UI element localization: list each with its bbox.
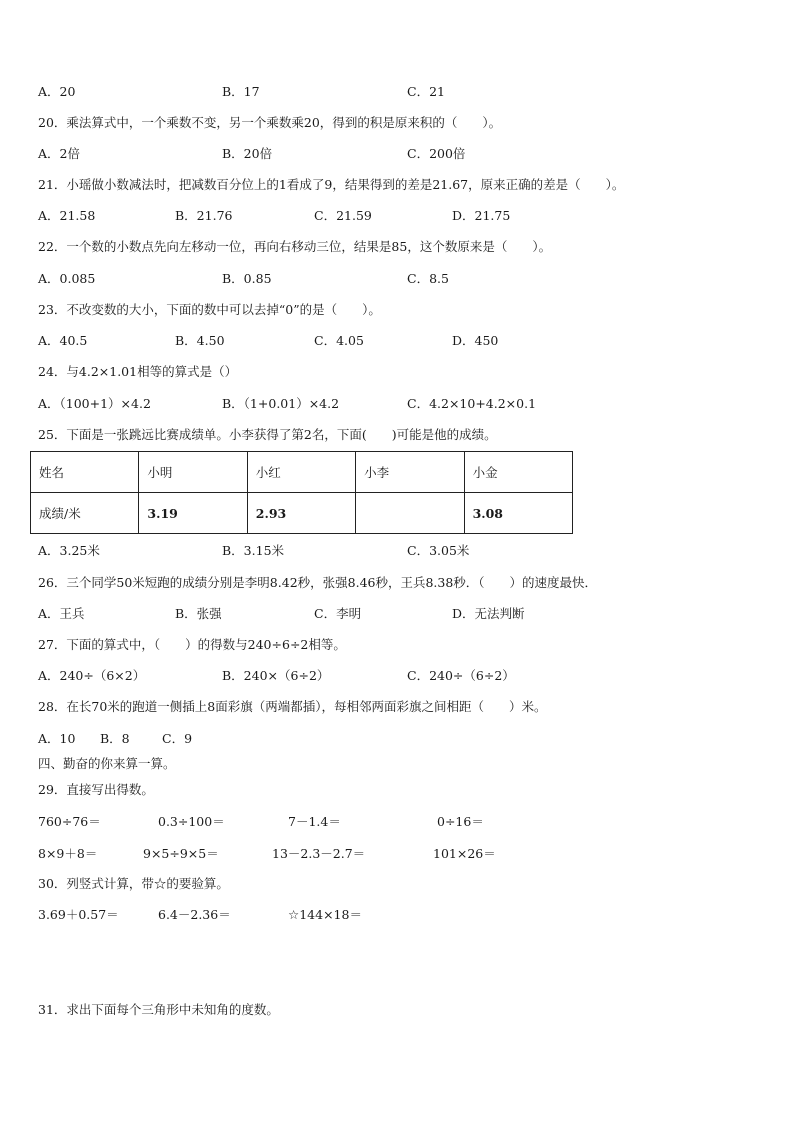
q29-item: 8×9＋8＝ — [38, 846, 98, 861]
table-cell: 小红 — [247, 452, 355, 493]
q28-option-c: C．9 — [162, 731, 193, 746]
q23-option-c: C．4.05 — [314, 333, 364, 348]
q26-option-b: B．张强 — [175, 606, 222, 621]
score-table — [30, 451, 573, 534]
q25-option-a: A．3.25米 — [38, 543, 100, 558]
table-cell: 小明 — [139, 452, 247, 493]
q23-option-a: A．40.5 — [38, 333, 88, 348]
q29-item: 0.3÷100＝ — [158, 814, 225, 829]
q29-item: 13－2.3－2.7＝ — [272, 846, 366, 861]
q25-option-b: B．3.15米 — [222, 543, 285, 558]
table-cell: 姓名 — [31, 452, 139, 493]
table-cell: 3.19 — [139, 493, 247, 534]
q21-option-d: D．21.75 — [452, 208, 511, 223]
q27-option-c: C．240÷（6÷2） — [407, 668, 515, 683]
q19-option-c: C．21 — [407, 84, 445, 99]
q29-item: 7－1.4＝ — [288, 814, 341, 829]
q20-stem: 20．乘法算式中，一个乘数不变，另一个乘数乘20，得到的积是原来积的（ ）。 — [38, 115, 502, 130]
q25-option-c: C．3.05米 — [407, 543, 470, 558]
table-cell: 成绩/米 — [31, 493, 139, 534]
table-cell: 3.08 — [464, 493, 572, 534]
q19-option-a: A．20 — [38, 84, 76, 99]
score-table-data-row — [31, 493, 573, 534]
q21-option-a: A．21.58 — [38, 208, 96, 223]
q30-stem: 30．列竖式计算，带☆的要验算。 — [38, 876, 229, 891]
q21-stem: 21．小瑶做小数减法时，把减数百分位上的1看成了9，结果得到的差是21.67，原来正确的差是（ ）。 — [38, 177, 625, 192]
q28-stem: 28．在长70米的跑道一侧插上8面彩旗（两端都插），每相邻两面彩旗之间相距（ ）米。 — [38, 699, 547, 714]
q30-item: 3.69＋0.57＝ — [38, 907, 119, 922]
score-table-header-row — [31, 452, 573, 493]
q23-option-b: B．4.50 — [175, 333, 225, 348]
q26-option-c: C．李明 — [314, 606, 362, 621]
q20-option-a: A．2倍 — [38, 146, 80, 161]
q23-option-d: D．450 — [452, 333, 499, 348]
q30-item: ☆144×18＝ — [288, 907, 362, 922]
q27-stem: 27．下面的算式中，（ ）的得数与240÷6÷2相等。 — [38, 637, 346, 652]
q20-option-b: B．20倍 — [222, 146, 273, 161]
q26-stem: 26．三个同学50米短跑的成绩分别是李明8.42秒，张强8.46秒，王兵8.38秒．（ ）的速度最快． — [38, 575, 598, 590]
table-cell: 2.93 — [247, 493, 355, 534]
q24-stem: 24．与4.2×1.01相等的算式是（） — [38, 364, 238, 379]
q19-option-b: B．17 — [222, 84, 260, 99]
table-cell — [356, 493, 464, 534]
q29-stem: 29．直接写出得数。 — [38, 782, 154, 797]
q28-option-b: B．8 — [100, 731, 130, 746]
table-cell: 小李 — [356, 452, 464, 493]
q27-option-b: B．240×（6÷2） — [222, 668, 330, 683]
q29-item: 101×26＝ — [433, 846, 496, 861]
section-title: 四、勤奋的你来算一算。 — [38, 756, 176, 771]
q21-option-b: B．21.76 — [175, 208, 233, 223]
q31-stem: 31．求出下面每个三角形中未知角的度数。 — [38, 1002, 279, 1017]
q21-option-c: C．21.59 — [314, 208, 372, 223]
q24-option-a: A．（100+1）×4.2 — [38, 396, 151, 411]
table-cell: 小金 — [464, 452, 572, 493]
q29-item: 760÷76＝ — [38, 814, 101, 829]
q29-item: 0÷16＝ — [437, 814, 484, 829]
q28-option-a: A．10 — [38, 731, 76, 746]
q22-option-a: A．0.085 — [38, 271, 96, 286]
q23-stem: 23．不改变数的大小，下面的数中可以去掉“0”的是（ ）。 — [38, 302, 381, 317]
q25-stem: 25．下面是一张跳远比赛成绩单。小李获得了第2名，下面( )可能是他的成绩。 — [38, 427, 497, 442]
q30-item: 6.4－2.36＝ — [158, 907, 231, 922]
q29-item: 9×5÷9×5＝ — [143, 846, 219, 861]
q27-option-a: A．240÷（6×2） — [38, 668, 146, 683]
q24-option-c: C．4.2×10+4.2×0.1 — [407, 396, 537, 411]
q22-stem: 22．一个数的小数点先向左移动一位，再向右移动三位，结果是85，这个数原来是（ ）。 — [38, 239, 552, 254]
q26-option-d: D．无法判断 — [452, 606, 525, 621]
q22-option-c: C．8.5 — [407, 271, 449, 286]
q20-option-c: C．200倍 — [407, 146, 466, 161]
q22-option-b: B．0.85 — [222, 271, 272, 286]
q26-option-a: A．王兵 — [38, 606, 85, 621]
q24-option-b: B．（1+0.01）×4.2 — [222, 396, 340, 411]
